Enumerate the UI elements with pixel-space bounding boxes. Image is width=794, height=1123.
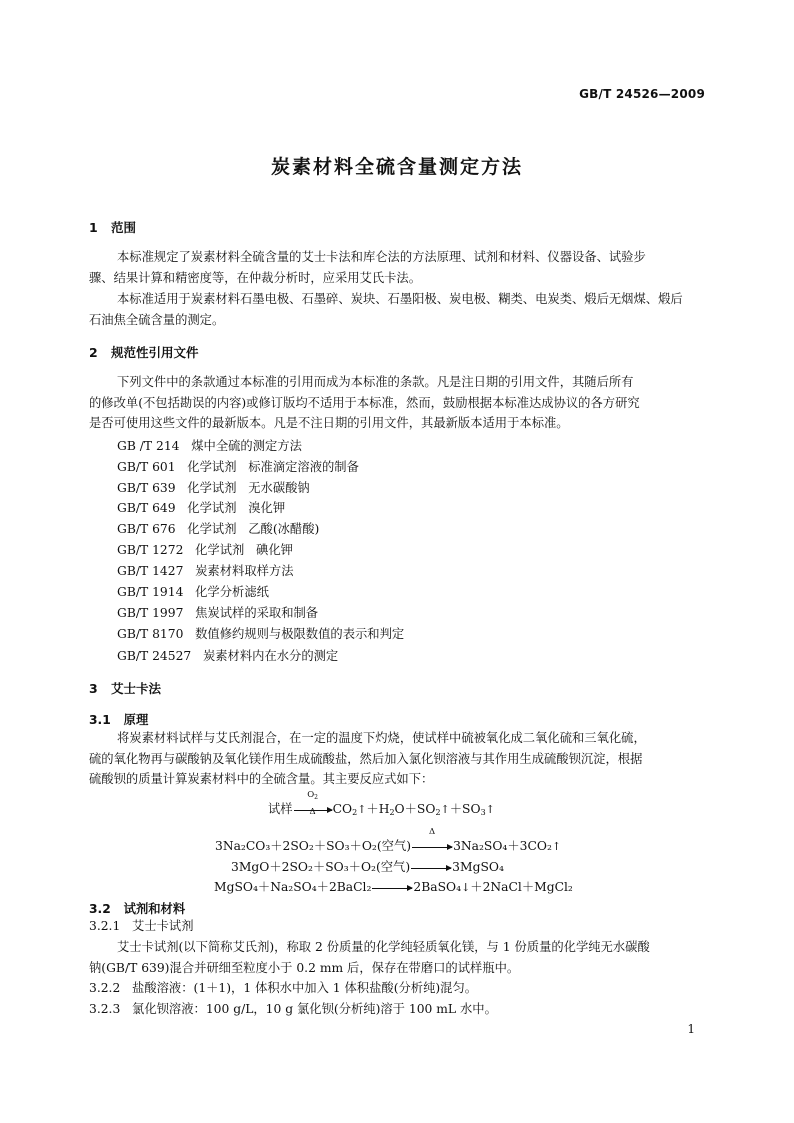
equation-reactants: 3MgO＋2SO₂＋SO₃＋O₂(空气) bbox=[231, 860, 411, 874]
reference-item: GB/T 676 化学试剂 乙酸(冰醋酸) bbox=[117, 522, 320, 536]
equation-products: ＋2NaCl＋MgCl₂ bbox=[470, 880, 573, 894]
subsection-3-2-2 bbox=[89, 978, 477, 998]
reaction-equation-3 bbox=[231, 857, 504, 875]
reference-item: GB/T 24527 炭素材料内在水分的测定 bbox=[117, 649, 339, 663]
subsection-text: 氯化钡溶液：100 g/L，10 g 氯化钡(分析纯)溶于 100 mL 水中。 bbox=[132, 1002, 497, 1016]
up-arrow-icon: ↑ bbox=[440, 803, 450, 816]
document-title: 炭素材料全硫含量测定方法 bbox=[270, 156, 523, 178]
reaction-arrow bbox=[411, 861, 451, 875]
subsection-3-2-3 bbox=[89, 999, 497, 1019]
subsection-number: 3.2.3 bbox=[89, 1002, 121, 1016]
subsection-3-2-1-heading bbox=[89, 916, 194, 936]
reference-item: GB/T 1272 化学试剂 碘化钾 bbox=[117, 543, 293, 557]
arrow-condition: $O_2$ bbox=[307, 789, 318, 801]
equation-products: 3MgSO₄ bbox=[452, 860, 504, 874]
reaction-arrow bbox=[412, 826, 452, 854]
reaction-equation-1: 试样 $\frac{O_2}{\Delta}$ $CO_2↑+H_2O+SO_2↑+SO_3↑$ bbox=[268, 789, 495, 817]
section-2-heading bbox=[89, 343, 199, 361]
up-arrow-icon: ↑ bbox=[357, 803, 367, 816]
text-line: 硫的氧化物再与碳酸钠及氧化镁作用生成硫酸盐，然后加入氯化钡溶液与其作用生成硫酸钡沉淀，根据 bbox=[89, 751, 643, 766]
text-line: 硫酸钡的质量计算炭素材料中的全硫含量。其主要反应式如下： bbox=[89, 772, 434, 786]
text-line: 石油焦全硫含量的测定。 bbox=[89, 312, 225, 327]
down-arrow-icon: ↓ bbox=[461, 881, 471, 894]
section-1-paragraph-2 bbox=[89, 289, 705, 330]
subsection-title: 试剂和材料 bbox=[123, 902, 186, 916]
up-arrow-icon: ↑ bbox=[485, 803, 495, 816]
text-line: 下列文件中的条款通过本标准的引用而成为本标准的条款。凡是注日期的引用文件，其随后所有 bbox=[117, 375, 634, 389]
subsection-title: 原理 bbox=[123, 713, 149, 727]
section-number: 2 bbox=[89, 345, 98, 360]
subsection-number: 3.2 bbox=[89, 902, 111, 916]
arrow-condition-heat: Δ bbox=[309, 806, 316, 817]
section-title: 艾士卡法 bbox=[111, 681, 162, 696]
text-line: 的修改单(不包括勘误的内容)或修订版均不适用于本标准，然而，鼓励根据本标准达成协议的各方研究 bbox=[89, 395, 640, 410]
reaction-equation-2 bbox=[215, 826, 562, 854]
reaction-arrow bbox=[294, 789, 332, 817]
section-2-paragraph bbox=[89, 372, 705, 434]
text-line: 骤、结果计算和精密度等，在仲裁分析时，应采用艾氏卡法。 bbox=[89, 270, 422, 285]
equation-product: 2BaSO₄ bbox=[413, 880, 462, 894]
reference-item: GB/T 1914 化学分析滤纸 bbox=[117, 585, 269, 599]
reference-item: GB/T 601 化学试剂 标准滴定溶液的制备 bbox=[117, 460, 359, 474]
subsection-number: 3.2.2 bbox=[89, 981, 121, 995]
text-line: 是否可使用这些文件的最新版本。凡是不注日期的引用文件，其最新版本适用于本标准。 bbox=[89, 416, 569, 430]
reaction-arrow bbox=[372, 881, 412, 895]
equation-reactants: MgSO₄＋Na₂SO₄＋2BaCl₂ bbox=[214, 880, 372, 894]
reference-item: GB /T 214 煤中全硫的测定方法 bbox=[117, 439, 302, 453]
reaction-equation-4 bbox=[214, 877, 573, 895]
text-line: 本标准规定了炭素材料全硫含量的艾士卡法和库仑法的方法原理、试剂和材料、仪器设备、试验步 bbox=[117, 250, 646, 264]
equation-products: 3Na₂SO₄＋3CO₂ bbox=[453, 839, 552, 853]
text-line: 钠(GB/T 639)混合并研细至粒度小于 0.2 mm 后，保存在带磨口的试样瓶中。 bbox=[89, 960, 520, 975]
page-number: 1 bbox=[687, 1022, 695, 1036]
section-1-heading bbox=[89, 218, 136, 236]
subsection-number: 3.1 bbox=[89, 713, 111, 727]
subsection-title: 艾士卡试剂 bbox=[132, 919, 194, 933]
standard-number: GB/T 24526—2009 bbox=[579, 87, 705, 101]
section-title: 范围 bbox=[111, 220, 137, 235]
equation-reactants: 3Na₂CO₃＋2SO₂＋SO₃＋O₂(空气) bbox=[215, 839, 412, 853]
text-line: 本标准适用于炭素材料石墨电极、石墨碎、炭块、石墨阳极、炭电极、糊类、电炭类、煅后无烟煤、煅后 bbox=[117, 292, 683, 306]
eschka-reagent-paragraph bbox=[89, 937, 705, 978]
reference-item: GB/T 8170 数值修约规则与极限数值的表示和判定 bbox=[117, 627, 405, 641]
subsection-3-2-heading bbox=[89, 899, 185, 917]
subsection-number: 3.2.1 bbox=[89, 919, 121, 933]
section-number: 1 bbox=[89, 220, 98, 235]
principle-paragraph bbox=[89, 728, 705, 790]
arrow-condition-heat: Δ bbox=[428, 826, 436, 837]
reference-item: GB/T 1997 焦炭试样的采取和制备 bbox=[117, 606, 319, 620]
reference-item: GB/T 639 化学试剂 无水碳酸钠 bbox=[117, 481, 310, 495]
section-1-paragraph-1 bbox=[89, 247, 705, 288]
section-number: 3 bbox=[89, 681, 98, 696]
subsection-3-1-heading bbox=[89, 710, 148, 728]
equation-reactant: 试样 bbox=[268, 802, 293, 816]
text-line: 将炭素材料试样与艾氏剂混合，在一定的温度下灼烧，使试样中硫被氧化成二氧化硫和三氧化硫， bbox=[117, 731, 646, 745]
section-title: 规范性引用文件 bbox=[111, 345, 199, 360]
section-3-heading bbox=[89, 679, 161, 697]
text-line: 艾士卡试剂(以下简称艾氏剂)，称取 2 份质量的化学纯轻质氧化镁，与 1 份质量的化学纯无水碳酸 bbox=[117, 940, 650, 954]
up-arrow-icon: ↑ bbox=[551, 840, 562, 853]
reference-item: GB/T 649 化学试剂 溴化钾 bbox=[117, 501, 286, 515]
subsection-text: 盐酸溶液：(1＋1)，1 体积水中加入 1 体积盐酸(分析纯)混匀。 bbox=[132, 981, 478, 995]
reference-item: GB/T 1427 炭素材料取样方法 bbox=[117, 564, 294, 578]
